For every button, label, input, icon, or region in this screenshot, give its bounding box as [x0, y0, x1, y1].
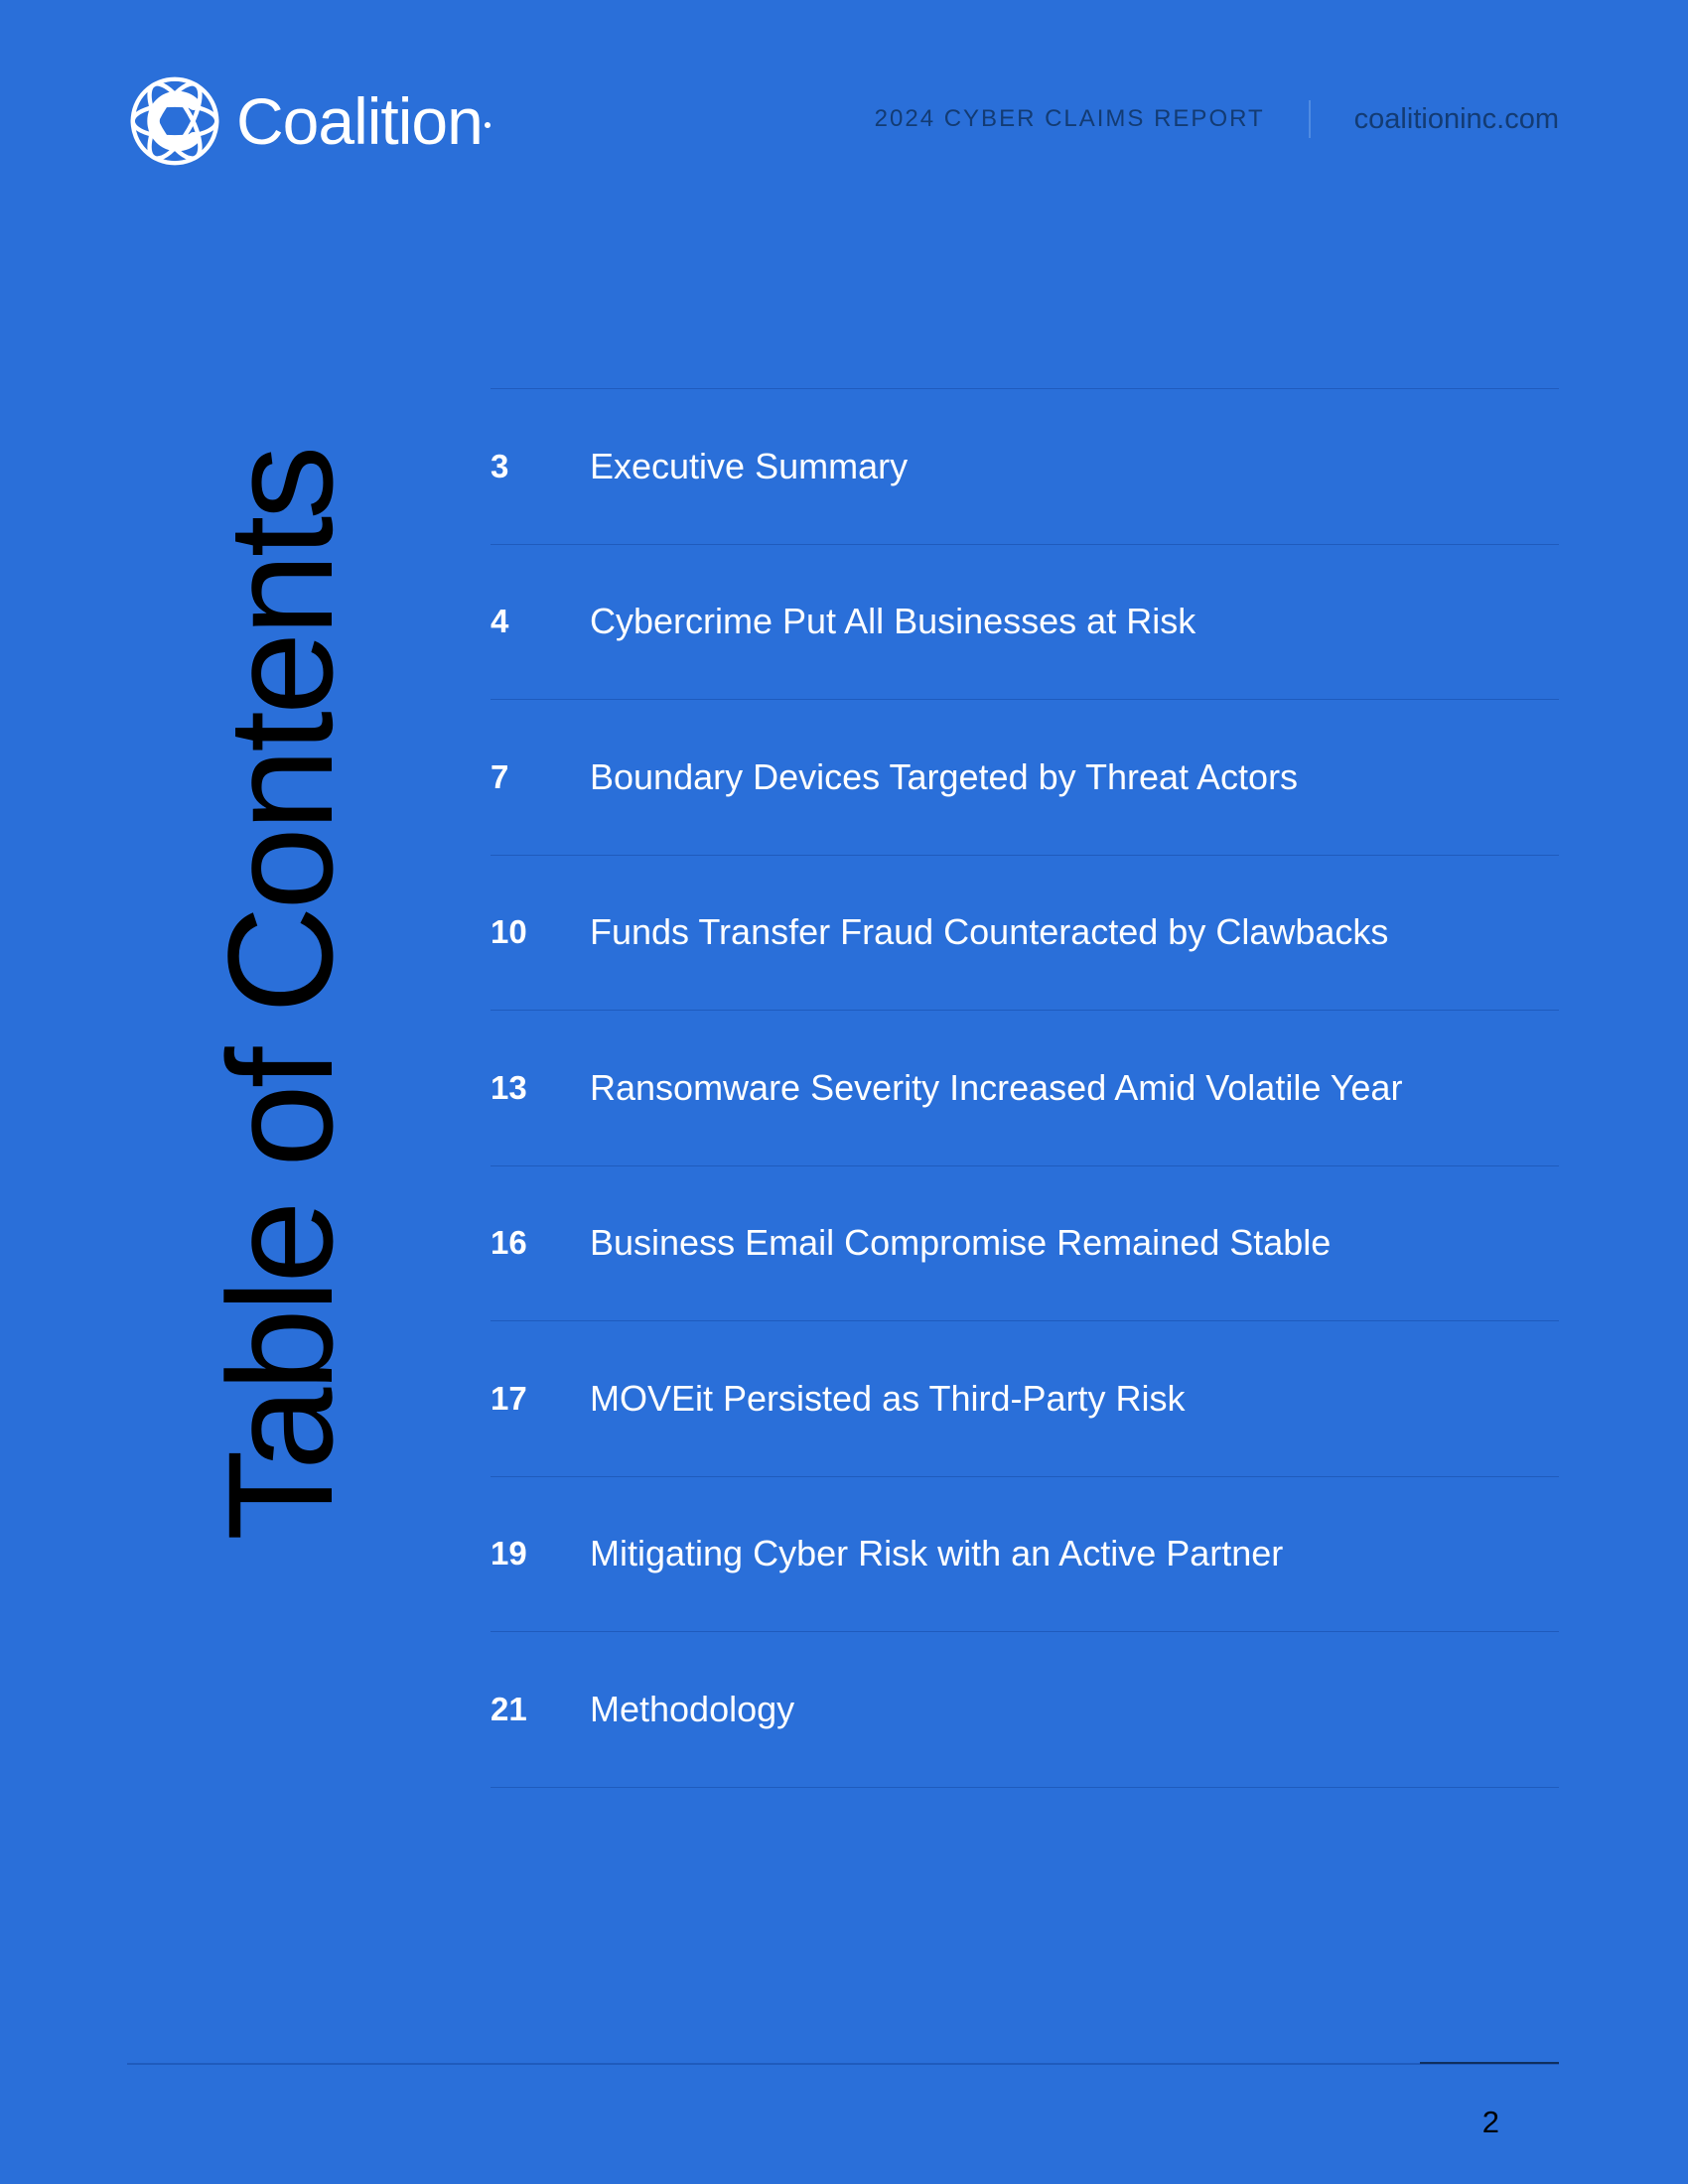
website-link[interactable]: coalitioninc.com: [1353, 102, 1559, 135]
toc-page-number: 17: [491, 1379, 527, 1417]
footer-divider: [127, 2063, 1559, 2065]
footer-accent-line: [1420, 2062, 1559, 2064]
toc-item-funds-transfer-fraud[interactable]: [491, 856, 1559, 1012]
toc-page-number: 16: [491, 1224, 527, 1262]
toc-item-moveit[interactable]: [491, 1321, 1559, 1477]
toc-item-boundary-devices[interactable]: [491, 700, 1559, 856]
brand-logo[interactable]: [127, 69, 491, 173]
toc-heading: Table of Contents: [197, 449, 363, 1541]
toc-item-business-email-compromise[interactable]: [491, 1166, 1559, 1322]
toc-page-number: 19: [491, 1535, 527, 1572]
toc-page-number: 3: [491, 447, 509, 484]
header-meta: [875, 97, 1559, 141]
header-divider: [1309, 100, 1311, 138]
toc-page-number: 10: [491, 913, 527, 951]
coalition-logo-icon: [127, 73, 222, 169]
toc-item-title: Business Email Compromise Remained Stable: [590, 1222, 1332, 1264]
toc-page-number: 21: [491, 1690, 527, 1727]
toc-item-title: Boundary Devices Targeted by Threat Actors: [590, 755, 1299, 797]
toc-item-title: Mitigating Cyber Risk with an Active Partner: [590, 1533, 1284, 1574]
report-title: 2024 CYBER CLAIMS REPORT: [874, 105, 1265, 132]
toc-item-ransomware[interactable]: [491, 1011, 1559, 1166]
toc-item-methodology[interactable]: [491, 1632, 1559, 1788]
toc-item-title: Executive Summary: [590, 445, 909, 486]
brand-name: Coalition: [236, 84, 483, 158]
toc-list: [491, 388, 1559, 1788]
toc-item-cybercrime-risk[interactable]: [491, 545, 1559, 701]
toc-item-title: Funds Transfer Fraud Counteracted by Clawbacks: [590, 911, 1389, 953]
toc-page-number: 13: [491, 1068, 527, 1106]
toc-item-title: Methodology: [590, 1688, 795, 1729]
toc-item-title: Ransomware Severity Increased Amid Volatile Year: [590, 1066, 1403, 1108]
toc-item-executive-summary[interactable]: [491, 389, 1559, 545]
toc-item-title: Cybercrime Put All Businesses at Risk: [590, 601, 1196, 642]
toc-item-active-partner[interactable]: [491, 1477, 1559, 1633]
page-number: 2: [1481, 2105, 1499, 2139]
brand-trademark-dot: [485, 122, 491, 128]
toc-page-number: 4: [491, 603, 509, 640]
toc-page-number: 7: [491, 757, 509, 795]
toc-item-title: MOVEit Persisted as Third-Party Risk: [590, 1377, 1186, 1419]
